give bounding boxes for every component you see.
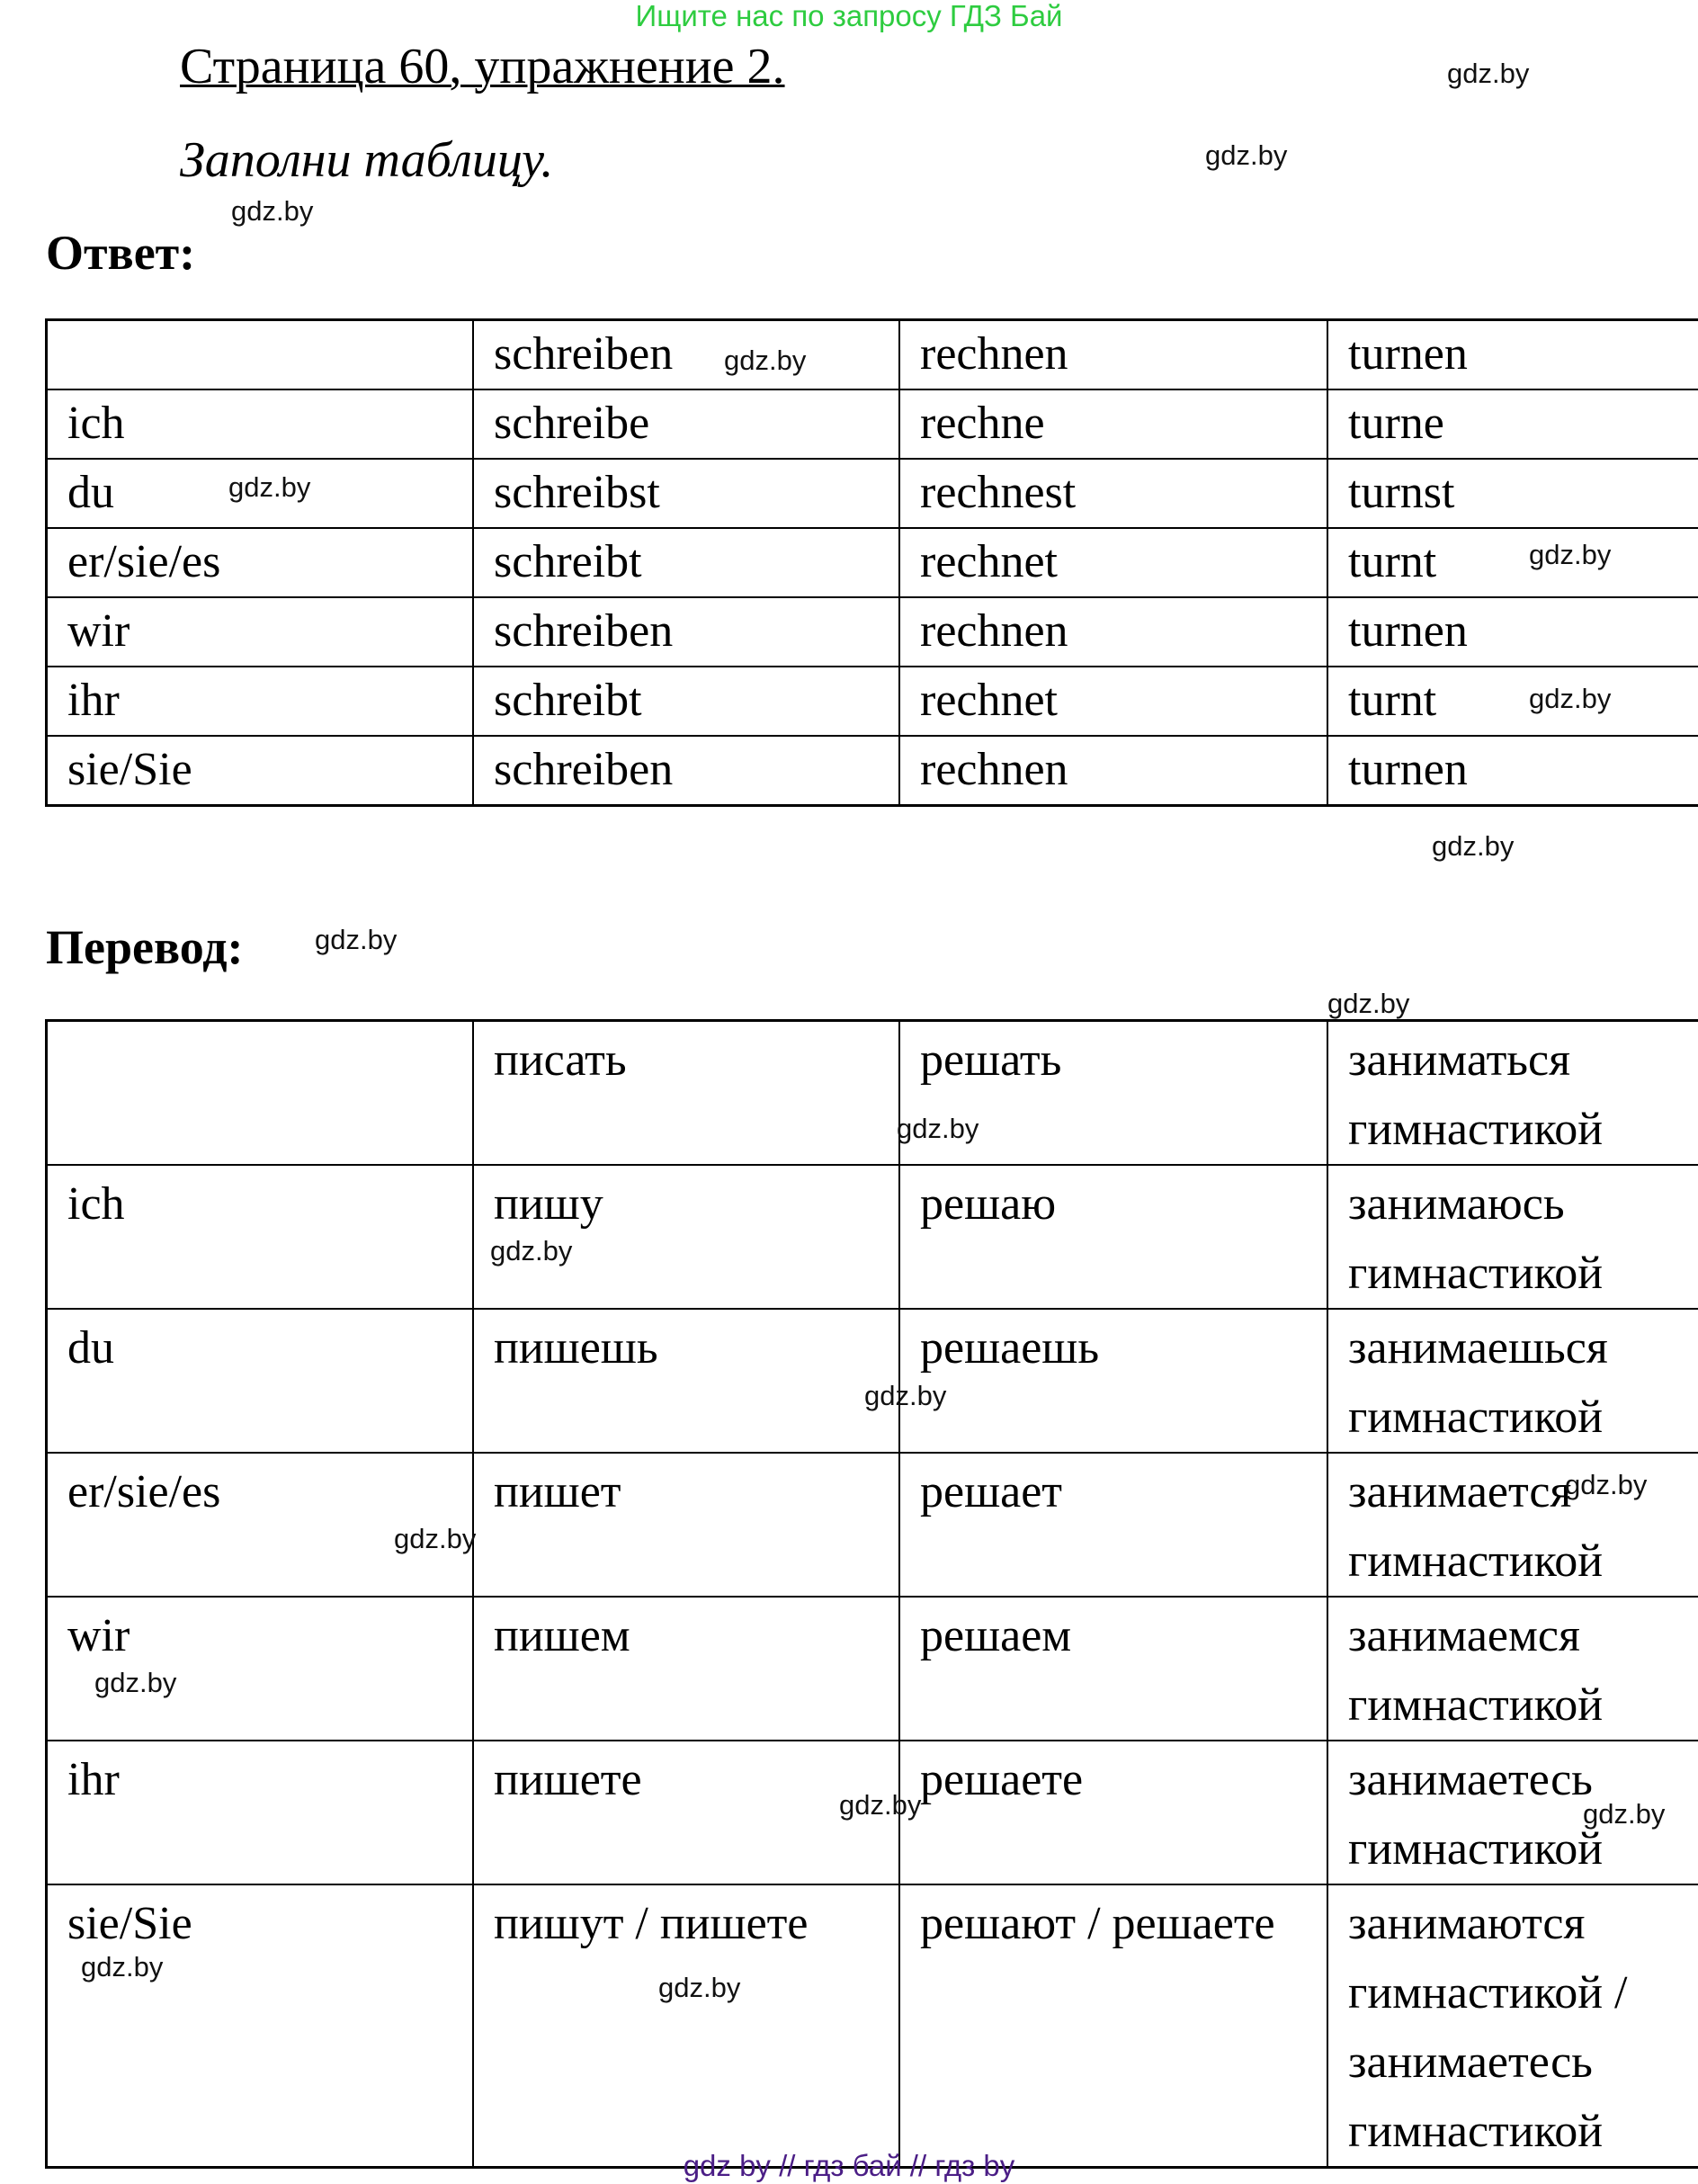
table-row xyxy=(47,389,1698,459)
watermark: gdz.by xyxy=(839,1789,922,1821)
table-cell: решать xyxy=(899,1021,1327,1166)
table-header-row xyxy=(47,320,1698,390)
table-cell: sie/Sie xyxy=(47,1884,474,2168)
watermark: gdz.by xyxy=(228,471,311,503)
table-cell: rechnen xyxy=(899,736,1327,806)
table-cell: пишут / пишете xyxy=(473,1884,899,2168)
table-cell: пишу xyxy=(473,1165,899,1309)
table-cell: wir xyxy=(47,597,474,667)
table-cell: rechnet xyxy=(899,667,1327,736)
table-row xyxy=(47,1597,1698,1741)
table-cell: schreibe xyxy=(473,389,899,459)
table-cell: du xyxy=(47,1309,474,1453)
table-cell: занимаемся гимнастикой xyxy=(1327,1597,1698,1741)
table-cell: пишешь xyxy=(473,1309,899,1453)
table-header-row xyxy=(47,1021,1698,1166)
watermark: gdz.by xyxy=(1327,988,1410,1019)
table-row xyxy=(47,1453,1698,1597)
watermark: gdz.by xyxy=(231,195,314,227)
table-cell: занимается гимнастикой xyxy=(1327,1453,1698,1597)
table-cell: решает xyxy=(899,1453,1327,1597)
table-cell: rechnen xyxy=(899,320,1327,390)
table-cell: пишем xyxy=(473,1597,899,1741)
table-cell: turnt xyxy=(1327,528,1698,597)
table-cell: schreiben xyxy=(473,736,899,806)
watermark: gdz.by xyxy=(1205,139,1288,171)
table-cell: занимаюсь гимнастикой xyxy=(1327,1165,1698,1309)
table-cell: занимаешься гимнастикой xyxy=(1327,1309,1698,1453)
table-row xyxy=(47,1884,1698,2168)
table-cell: rechne xyxy=(899,389,1327,459)
table-cell: er/sie/es xyxy=(47,1453,474,1597)
table-cell: er/sie/es xyxy=(47,528,474,597)
table-cell: rechnen xyxy=(899,597,1327,667)
table-cell: ich xyxy=(47,389,474,459)
search-banner: Ищите нас по запросу ГДЗ Бай xyxy=(635,0,1063,32)
table-cell: писать xyxy=(473,1021,899,1166)
watermark: gdz.by xyxy=(1529,539,1612,570)
table-cell: schreibt xyxy=(473,528,899,597)
table-cell: ich xyxy=(47,1165,474,1309)
table-cell: rechnest xyxy=(899,459,1327,528)
watermark: gdz.by xyxy=(897,1113,979,1144)
table-cell: turnen xyxy=(1327,597,1698,667)
watermark: gdz.by xyxy=(1565,1469,1648,1500)
watermark: gdz.by xyxy=(724,345,807,376)
watermark: gdz.by xyxy=(490,1235,573,1267)
footer-links: gdz by // гдз бай // гдз by xyxy=(683,2149,1015,2182)
translation-table xyxy=(45,1019,1698,2169)
table-cell: занимаются гимнастикой / занимаетесь гимнастикой xyxy=(1327,1884,1698,2168)
table-cell: пишет xyxy=(473,1453,899,1597)
table-cell: du xyxy=(47,459,474,528)
table-cell: schreibt xyxy=(473,667,899,736)
watermark: gdz.by xyxy=(658,1972,741,2003)
watermark: gdz.by xyxy=(94,1667,177,1698)
watermark: gdz.by xyxy=(394,1523,477,1554)
table-cell: решают / решаете xyxy=(899,1884,1327,2168)
table-cell: turnt xyxy=(1327,667,1698,736)
answer-heading: Ответ: xyxy=(46,226,196,280)
task-text: Заполни таблицу. xyxy=(180,132,554,188)
watermark: gdz.by xyxy=(315,924,398,955)
watermark: gdz.by xyxy=(864,1380,947,1411)
watermark: gdz.by xyxy=(1583,1798,1666,1830)
table-cell: занимаетесь гимнастикой xyxy=(1327,1741,1698,1884)
table-cell: пишете xyxy=(473,1741,899,1884)
table-row xyxy=(47,528,1698,597)
watermark: gdz.by xyxy=(1529,683,1612,714)
table-cell: rechnet xyxy=(899,528,1327,597)
table-row xyxy=(47,736,1698,806)
table-row xyxy=(47,667,1698,736)
table-cell: заниматься гимнастикой xyxy=(1327,1021,1698,1166)
table-cell: turne xyxy=(1327,389,1698,459)
table-cell: решаете xyxy=(899,1741,1327,1884)
table-cell: решаешь xyxy=(899,1309,1327,1453)
table-row xyxy=(47,597,1698,667)
watermark: gdz.by xyxy=(81,1951,164,1983)
table-row xyxy=(47,1165,1698,1309)
table-cell: решаю xyxy=(899,1165,1327,1309)
table-cell: sie/Sie xyxy=(47,736,474,806)
table-cell: turnst xyxy=(1327,459,1698,528)
translation-heading: Перевод: xyxy=(46,920,244,974)
table-cell: wir xyxy=(47,1597,474,1741)
table-cell xyxy=(47,1021,474,1166)
page-title: Страница 60, упражнение 2. xyxy=(180,39,785,94)
table-cell: решаем xyxy=(899,1597,1327,1741)
table-cell: schreiben xyxy=(473,320,899,390)
table-cell: ihr xyxy=(47,667,474,736)
table-cell xyxy=(47,320,474,390)
table-cell: turnen xyxy=(1327,320,1698,390)
table-cell: ihr xyxy=(47,1741,474,1884)
table-cell: schreibst xyxy=(473,459,899,528)
answer-table xyxy=(45,318,1698,807)
table-cell: schreiben xyxy=(473,597,899,667)
watermark: gdz.by xyxy=(1432,830,1515,862)
watermark: gdz.by xyxy=(1447,58,1530,89)
table-cell: turnen xyxy=(1327,736,1698,806)
